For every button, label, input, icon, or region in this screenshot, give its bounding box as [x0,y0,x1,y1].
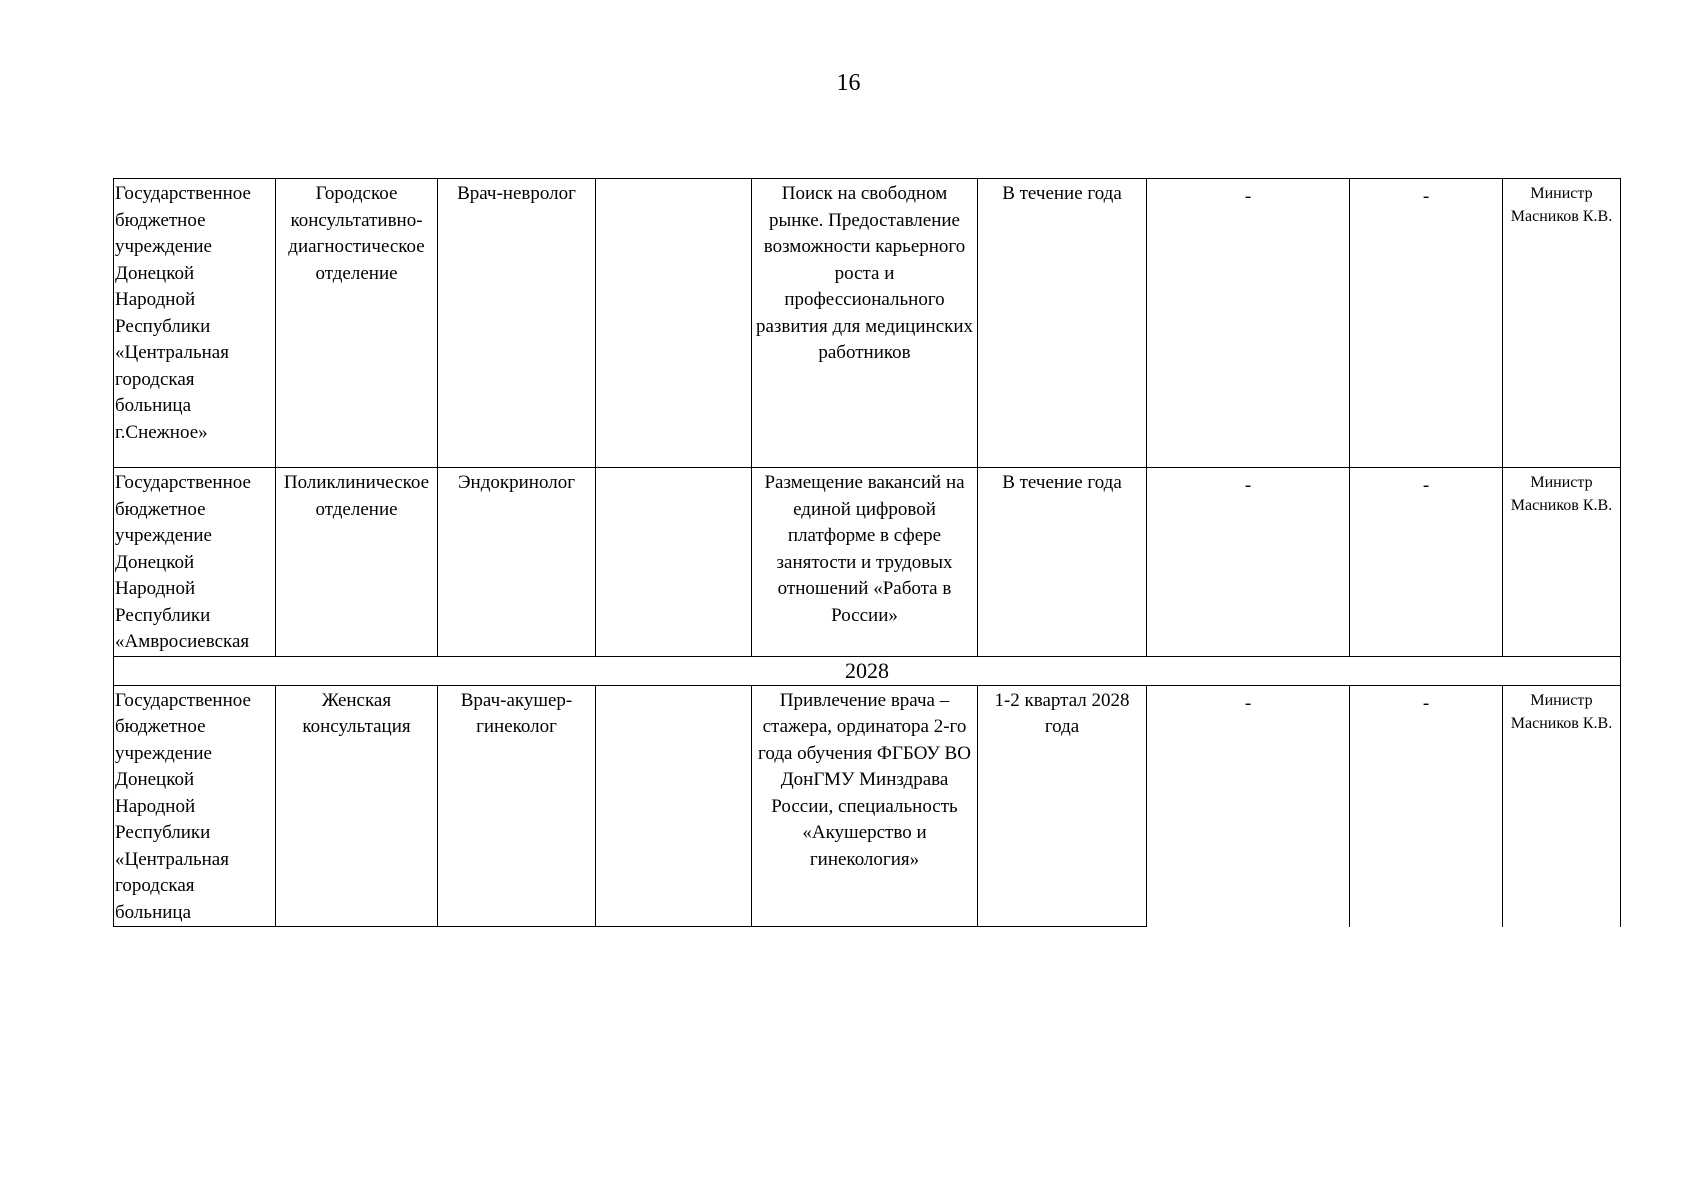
department-cell: Городское консультативно-диагностическое отделение [276,179,438,468]
measure-cell: Размещение вакансий на единой цифровой платформе в сфере занятости и трудовых отношений «Работа в России» [752,468,978,657]
page-number: 16 [836,70,861,96]
table-row [114,179,1621,468]
table-row [114,685,1621,927]
institution-cell: Государственное бюджетное учреждение Донецкой Народной Республики «Центральная городская больница г.Снежное» [114,179,276,468]
count-cell [596,685,752,927]
term-cell: В течение года [978,468,1147,657]
responsible-cell: Министр Масников К.В. [1503,179,1621,468]
measure-cell: Поиск на свободном рынке. Предоставление возможности карьерного роста и профессионального развития для медицинских работников [752,179,978,468]
responsible-cell: Министр Масников К.В. [1503,685,1621,927]
count-cell [596,179,752,468]
dash-cell: - [1147,179,1350,468]
institution-cell: Государственное бюджетное учреждение Донецкой Народной Республики «Центральная городская больница [114,685,276,927]
responsible-cell: Министр Масников К.В. [1503,468,1621,657]
dash-cell: - [1147,468,1350,657]
measure-cell: Привлечение врача – стажера, ординатора 2-го года обучения ФГБОУ ВО ДонГМУ Минздрава России, специальность «Акушерство и гинекология» [752,685,978,927]
dash-cell: - [1147,685,1350,927]
institution-cell: Государственное бюджетное учреждение Донецкой Народной Республики «Амвросиевская [114,468,276,657]
term-cell: В течение года [978,179,1147,468]
position-cell: Эндокринолог [438,468,596,657]
position-cell: Врач-акушер-гинеколог [438,685,596,927]
year-separator-row [114,656,1621,685]
department-cell: Поликлиническое отделение [276,468,438,657]
dash-cell: - [1350,685,1503,927]
department-cell: Женская консультация [276,685,438,927]
count-cell [596,468,752,657]
table-row [114,468,1621,657]
position-cell: Врач-невролог [438,179,596,468]
dash-cell: - [1350,468,1503,657]
year-separator: 2028 [114,656,1621,685]
document-table [113,178,1620,927]
term-cell: 1-2 квартал 2028 года [978,685,1147,927]
dash-cell: - [1350,179,1503,468]
